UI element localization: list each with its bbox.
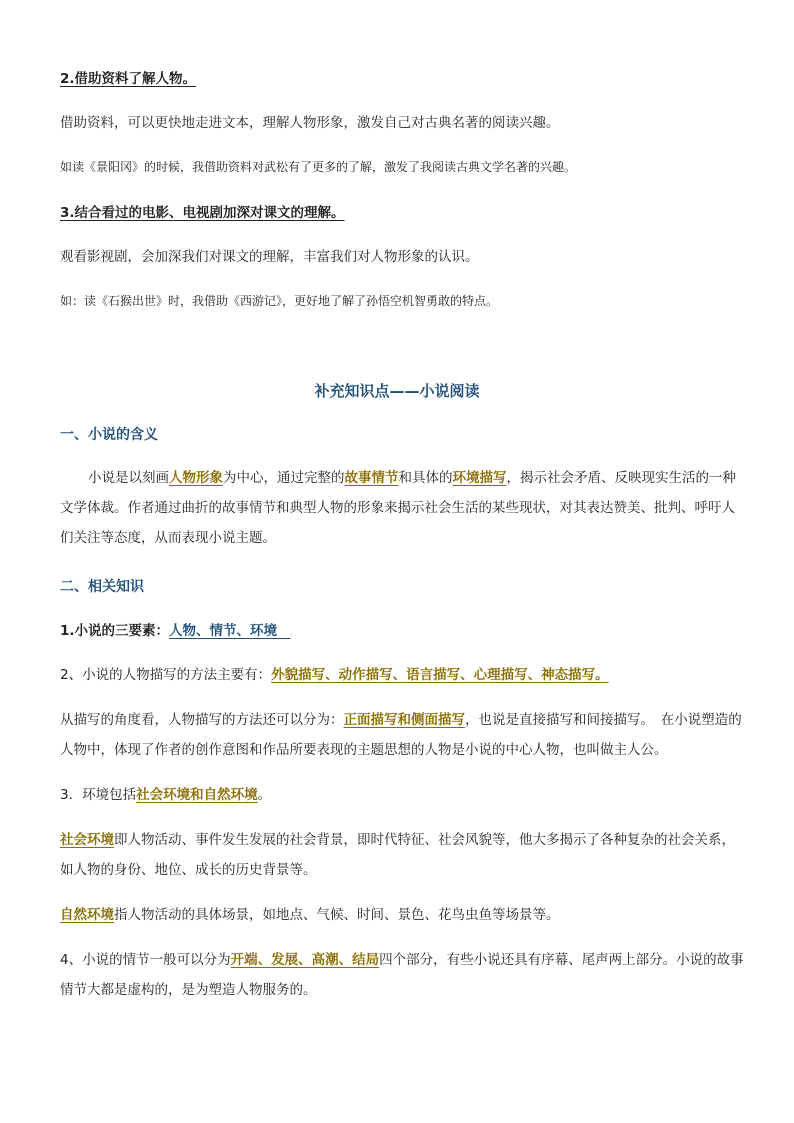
section-body-resource: 借助资料，可以更快地走进文本，理解人物形象，激发自己对古典名著的阅读兴趣。 — [60, 115, 560, 131]
keyword-character-image: 人物形象 — [169, 470, 223, 486]
keyword-plot-stages: 开端、发展、高潮、结局 — [230, 952, 380, 968]
keyword-social-environment: 社会环境 — [60, 832, 114, 848]
social-environment-paragraph: 社会环境即人物活动、事件发生发展的社会背景，即时代特征、社会风貌等，他大多揭示了各种复杂的社会关系，如人物的身份、地位、成长的历史背景等。 — [60, 832, 735, 878]
section-example-film: 如：读《石猴出世》时，我借助《西游记》，更好地了解了孙悟空机智勇敢的特点。 — [60, 294, 499, 308]
keyword-environment: 环境描写 — [452, 470, 507, 486]
section-example-resource: 如读《景阳冈》的时候，我借助资料对武松有了更多的了解，激发了我阅读古典文学名著的兴趣。 — [60, 160, 577, 174]
main-title: 补充知识点——小说阅读 — [314, 382, 480, 400]
item3-value: 社会环境和自然环境 — [136, 787, 258, 803]
keyword-plot: 故事情节 — [344, 470, 399, 486]
part1-paragraph: 小说是以刻画人物形象为中心，通过完整的故事情节和具体的环境描写，揭示社会矛盾、反映现实生活的一种文学体裁。作者通过曲折的故事情节和典型人物的形象来揭示社会生活的某些现状，对其表达赞美、批判、呼吁人们关注等态度，从而表现小说主题。 — [60, 470, 736, 546]
section-title-resource: 2.借助资料了解人物。 — [60, 71, 197, 87]
item2-value: 外貌描写、动作描写、语言描写、心理描写、神态描写。 — [271, 667, 609, 683]
keyword-direct-indirect: 正面描写和侧面描写 — [343, 712, 465, 728]
natural-environment-paragraph: 自然环境指人物活动的具体场景，如地点、气候、时间、景色、花鸟虫鱼等场景等。 — [60, 907, 560, 923]
part1-heading: 一、小说的含义 — [60, 427, 158, 443]
item3-environment: 3．环境包括社会环境和自然环境。 — [60, 787, 272, 803]
section-title-film: 3.结合看过的电影、电视剧加深对课文的理解。 — [60, 205, 345, 221]
section-body-film: 观看影视剧，会加深我们对课文的理解，丰富我们对人物形象的认识。 — [60, 249, 479, 265]
item1-value: 人物、情节、环境 — [169, 623, 278, 639]
item2-angle-paragraph: 从描写的角度看，人物描写的方法还可以分为：正面描写和侧面描写，也说是直接描写和间接描写。 在小说塑造的人物中，体现了作者的创作意图和作品所要表现的主题思想的人物是小说的中心人物，也叫做主人公。 — [60, 712, 742, 758]
part2-heading: 二、相关知识 — [60, 579, 144, 595]
keyword-natural-environment: 自然环境 — [60, 907, 114, 923]
item1-three-elements: 1.小说的三要素：人物、情节、环境 — [60, 623, 278, 639]
item2-description-methods: 2、小说的人物描写的方法主要有：外貌描写、动作描写、语言描写、心理描写、神态描写。 — [60, 667, 609, 683]
item4-plot-paragraph: 4、小说的情节一般可以分为开端、发展、高潮、结局四个部分，有些小说还具有序幕、尾声两上部分。小说的故事情节大都是虚构的，是为塑造人物服务的。 — [60, 952, 744, 998]
